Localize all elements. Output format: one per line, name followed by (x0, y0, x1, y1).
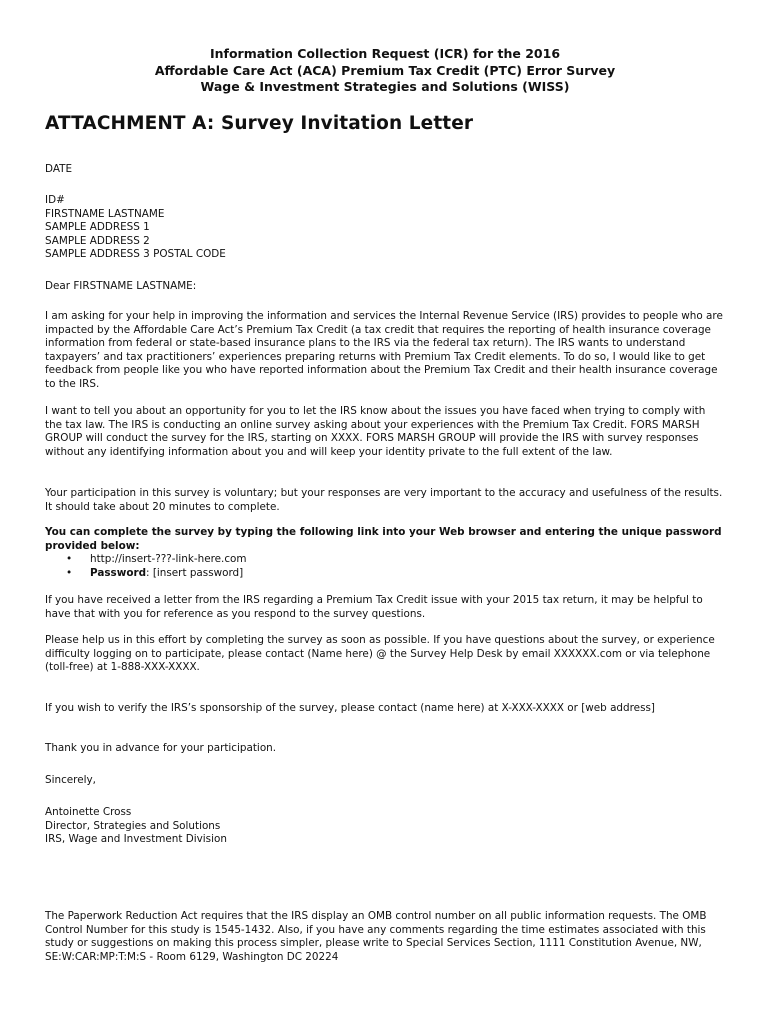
paragraph-3-text: Your participation in this survey is voluntary; but your responses are very important to the accuracy and usefulness of the results. It should take about 20 minutes to complete. (45, 487, 723, 513)
paragraph-6 (45, 702, 725, 716)
page-title: ATTACHMENT A: Survey Invitation Letter (45, 113, 474, 134)
paragraph-5 (45, 634, 725, 675)
survey-access-list (45, 553, 725, 580)
paragraph-4-text: If you have received a letter from the IRS regarding a Premium Tax Credit issue with your 2015 tax return, it may be helpful to have that with you for reference as you respond to the survey questions. (45, 594, 703, 620)
survey-link[interactable]: http://insert-???-link-here.com (90, 553, 247, 566)
address-line-1: SAMPLE ADDRESS 1 (45, 221, 150, 234)
survey-instructions (45, 526, 725, 580)
paragraph-6-text: If you wish to verify the IRS’s sponsorship of the survey, please contact (name here) at X-XXX-XXXX or [web address] (45, 702, 655, 714)
address-line-3: SAMPLE ADDRESS 3 POSTAL CODE (45, 248, 226, 261)
paperwork-notice (45, 910, 725, 964)
survey-link-item (45, 553, 725, 567)
closing-text: Sincerely, (45, 774, 96, 786)
paragraph-2 (45, 405, 725, 459)
signature-title: Director, Strategies and Solutions (45, 819, 221, 832)
password-value: : [insert password] (146, 566, 244, 579)
paragraph-5-text: Please help us in this effort by completing the survey as soon as possible. If you have questions about the survey, or experience difficulty logging on to participate, please contact (Name here) @ the Survey Help Desk by email XXXXXX.com or via telephone (toll-free) at 1-888-XXX-XXXX. (45, 634, 715, 674)
date-text: DATE (45, 163, 73, 175)
date-line (45, 163, 725, 177)
password-item (45, 567, 725, 581)
paragraph-7-text: Thank you in advance for your participation. (45, 742, 277, 754)
salutation (45, 280, 725, 294)
signature-name: Antoinette Cross (45, 806, 132, 818)
address-id: ID# (45, 194, 65, 206)
header-line-1: Information Collection Request (ICR) for the 2016 (209, 46, 561, 61)
paragraph-1 (45, 310, 725, 392)
paragraph-3 (45, 487, 725, 514)
password-label: Password (90, 566, 147, 579)
header-line-3: Wage & Investment Strategies and Solutions (WISS) (200, 79, 570, 94)
paragraph-4 (45, 594, 725, 621)
document-header (0, 46, 770, 96)
header-line-2: Affordable Care Act (ACA) Premium Tax Credit (PTC) Error Survey (154, 62, 616, 78)
paragraph-2-text: I want to tell you about an opportunity for you to let the IRS know about the issues you have faced when trying to comply with the tax law. The IRS is conducting an online survey asking about your experiences with the Premium Tax Credit. FORS MARSH GROUP will conduct the survey for the IRS, starting on XXXX. FORS MARSH GROUP will provide the IRS with survey responses without any identifying information about you and will keep your identity private to the full extent of the law. (45, 405, 706, 458)
instruction-text: You can complete the survey by typing the following link into your Web browser and entering the unique password provided below: (45, 526, 722, 552)
paragraph-7 (45, 742, 725, 756)
address-name: FIRSTNAME LASTNAME (45, 207, 165, 220)
signature-block (45, 806, 725, 847)
address-line-2: SAMPLE ADDRESS 2 (45, 234, 150, 247)
salutation-text: Dear FIRSTNAME LASTNAME: (45, 280, 197, 292)
address-block (45, 194, 725, 262)
paragraph-1-text: I am asking for your help in improving the information and services the Internal Revenue Service (IRS) provides to people who are impacted by the Affordable Care Act’s Premium Tax Credit (a tax credit that requires the reporting of health insurance coverage information from federal or state-based insurance plans to the IRS via the federal tax return). The IRS wants to understand taxpayers’ and tax practitioners’ experiences preparing returns with Premium Tax Credit elements. To do so, I would like to get feedback from people like you who have reported information about the Premium Tax Credit and their health insurance coverage to the IRS. (45, 310, 723, 390)
paperwork-notice-text: The Paperwork Reduction Act requires that the IRS display an OMB control number on all public information requests. The OMB Control Number for this study is 1545-1432. Also, if you have any comments regarding the time estimates associated with this study or suggestions on making this process simpler, please write to Special Services Section, 1111 Constitution Avenue, NW, SE:W:CAR:MP:T:M:S - Room 6129, Washington DC 20224 (45, 910, 707, 963)
closing (45, 774, 725, 788)
signature-division: IRS, Wage and Investment Division (45, 833, 227, 846)
